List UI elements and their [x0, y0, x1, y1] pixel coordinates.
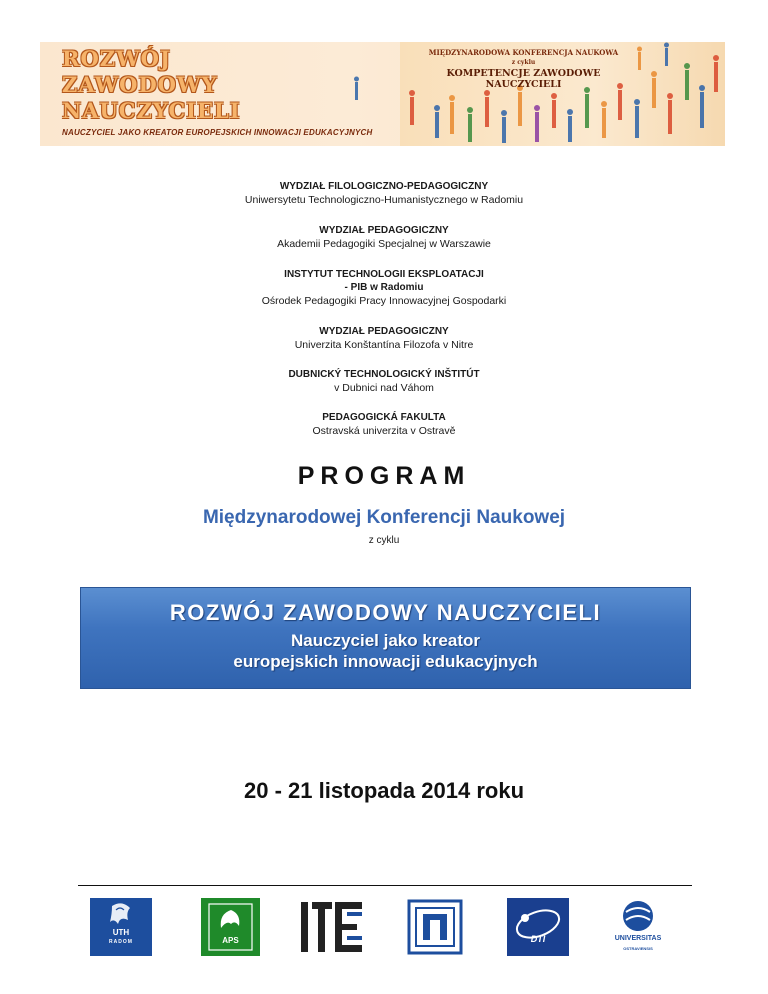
institution-title: PEDAGOGICKÁ FAKULTA — [322, 412, 446, 423]
ostrava-logo-line-1: UNIVERSITAS — [614, 935, 662, 942]
ostrava-university-logo — [608, 898, 668, 958]
banner-title-line-2: ZAWODOWY — [62, 72, 218, 97]
institution-3 — [0, 268, 768, 308]
banner-conference-line-2: z cyklu — [511, 59, 536, 66]
banner-title-line-1: ROZWÓJ — [62, 46, 171, 71]
institution-title-2: - PIB w Radomiu — [344, 282, 424, 293]
ostrava-logo-line-2: OSTRAVIENSIS — [623, 946, 653, 951]
aps-logo-text: APS — [222, 936, 239, 945]
horizontal-divider — [78, 885, 692, 886]
institution-subtitle: Uniwersytetu Technologiczno-Humanistycznego w Radomiu — [244, 194, 524, 206]
institution-title: WYDZIAŁ FILOLOGICZNO-PEDAGOGICZNY — [279, 181, 489, 192]
banner-conference-line-3: KOMPETENCJE ZAWODOWE NAUCZYCIELI — [446, 68, 601, 90]
conference-title: Międzynarodowej Konferencji Naukowej — [202, 507, 566, 528]
dti-swoosh-icon — [507, 898, 569, 956]
header-banner — [40, 42, 725, 146]
institution-6 — [0, 411, 768, 438]
dti-logo-text: DTI — [530, 934, 546, 944]
ite-logo — [299, 898, 365, 956]
conference-theme-banner — [80, 587, 691, 689]
institution-title: WYDZIAŁ PEDAGOGICZNY — [319, 326, 449, 337]
institution-subtitle: Univerzita Konštantína Filozofa v Nitre — [294, 339, 474, 351]
institution-subtitle: Ostravská univerzita v Ostravě — [312, 425, 456, 437]
banner-conference-info — [416, 48, 631, 90]
ite-emblem-icon — [299, 898, 365, 956]
theme-banner-heading: ROZWÓJ ZAWODOWY NAUCZYCIELI — [169, 600, 602, 625]
institution-4 — [0, 325, 768, 352]
uth-griffin-icon — [90, 898, 152, 956]
institution-title: INSTYTUT TECHNOLOGII EKSPLOATACJI — [284, 269, 484, 280]
aps-logo — [201, 898, 260, 956]
institution-2 — [0, 224, 768, 251]
institution-subtitle: v Dubnici nad Váhom — [334, 382, 434, 394]
ukf-nitra-logo — [406, 898, 464, 956]
dti-logo — [507, 898, 569, 956]
institution-title: DUBNICKÝ TECHNOLOGICKÝ INŠTITÚT — [288, 369, 480, 380]
conference-date: 20 - 21 listopada 2014 roku — [243, 778, 525, 803]
institution-5 — [0, 368, 768, 395]
institution-1 — [0, 180, 768, 207]
theme-banner-line-2: europejskich innowacji edukacyjnych — [233, 652, 538, 671]
aps-emblem-icon — [201, 898, 260, 956]
banner-conference-line-1: MIĘDZYNARODOWA KONFERENCJA NAUKOWA — [428, 48, 619, 57]
institution-subtitle: Akademii Pedagogiki Specjalnej w Warszawie — [277, 238, 491, 250]
institution-title: WYDZIAŁ PEDAGOGICZNY — [319, 225, 449, 236]
uth-logo-subtext: RADOM — [109, 939, 133, 945]
theme-banner-line-1: Nauczyciel jako kreator — [291, 631, 480, 650]
institution-subtitle: Ośrodek Pedagogiki Pracy Innowacyjnej Gospodarki — [261, 295, 507, 307]
ukf-emblem-icon — [406, 898, 464, 956]
banner-title-line-3: NAUCZYCIELI — [62, 98, 241, 123]
uth-radom-logo — [90, 898, 152, 956]
banner-subtitle: NAUCZYCIEL JAKO KREATOR EUROPEJSKICH INNOWACJI EDUKACYJNYCH — [62, 128, 373, 137]
series-label: z cyklu — [368, 535, 400, 546]
program-heading: PROGRAM — [297, 462, 471, 490]
uth-logo-text: UTH — [112, 928, 130, 937]
